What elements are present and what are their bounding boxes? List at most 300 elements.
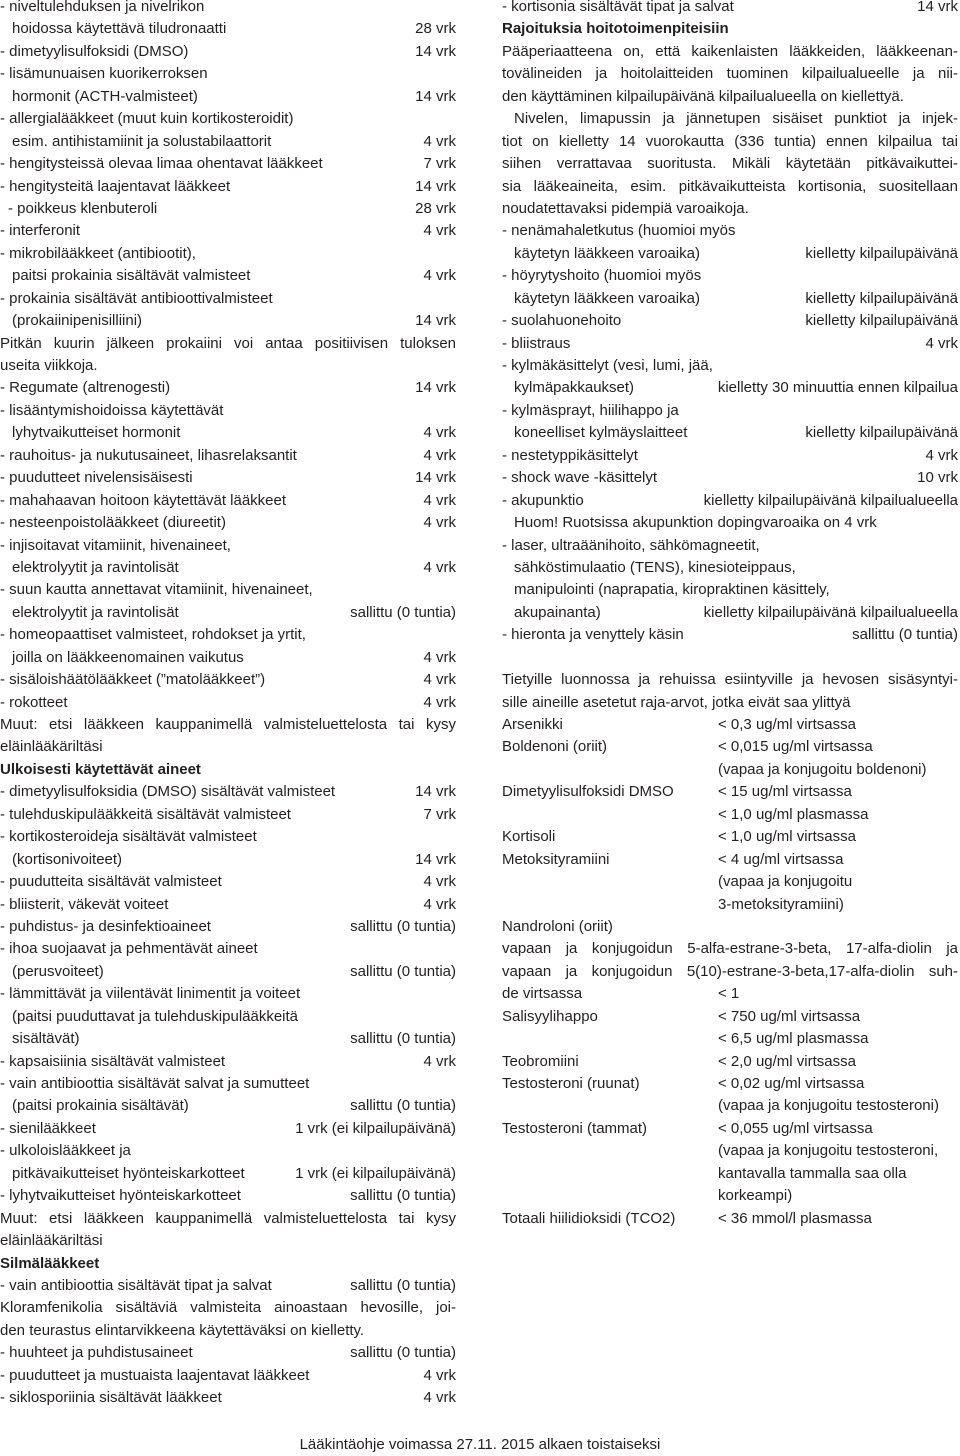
- line-text: - mahahaavan hoitoon käytettävät lääkkeet: [0, 491, 287, 509]
- line-text: - lyhytvaikutteiset hyönteiskarkotteet: [0, 1187, 241, 1205]
- list-item: [0, 0, 456, 18]
- line-text: - kylmäkäsittelyt (vesi, lumi, jää,: [502, 357, 713, 374]
- line-text: Nandroloni (oriit): [502, 917, 613, 935]
- line-text: elektrolyytit ja ravintolisät: [12, 558, 179, 576]
- list-item-continuation: [0, 86, 456, 108]
- paragraph-line: [0, 333, 456, 355]
- period-value: 14 vrk: [415, 312, 456, 330]
- limit-value: < 1: [718, 985, 740, 1003]
- list-item: [0, 108, 456, 130]
- period-value: kielletty kilpailupäivänä: [805, 312, 958, 330]
- line-text: - kortikosteroideja sisältävät valmisteet: [0, 828, 257, 846]
- list-item-continuation: [0, 557, 456, 579]
- line-text: Huom! Ruotsissa akupunktion dopingvaroaika on 4 vrk: [514, 514, 877, 532]
- list-item: [0, 938, 456, 960]
- limit-value: kantavalla tammalla saa olla: [718, 1164, 907, 1182]
- list-item: [502, 0, 958, 18]
- paragraph-line: [502, 131, 958, 153]
- section-heading: [0, 1253, 456, 1275]
- list-item: [0, 512, 456, 534]
- list-item: [0, 1387, 456, 1409]
- limit-value: < 0,015 ug/ml virtsassa: [718, 738, 873, 756]
- list-item: [0, 1342, 456, 1364]
- list-item-continuation: [502, 512, 958, 534]
- period-value: 10 vrk: [917, 469, 958, 487]
- list-item-continuation: [0, 849, 456, 871]
- paragraph-line: [502, 41, 958, 63]
- list-item: [0, 445, 456, 467]
- paragraph-line: [502, 198, 958, 220]
- list-item: [502, 220, 958, 242]
- line-text: vapaan ja konjugoidun 5-alfa-estrane-3-beta, 17-alfa-diolin ja: [502, 940, 958, 958]
- line-text: sähköstimulaatio (TENS), kinesioteippaus,: [514, 558, 796, 576]
- line-text: - höyrytyshoito (huomioi myös: [502, 267, 702, 285]
- line-text: (prokaiinipenisilliini): [12, 312, 143, 330]
- list-item: [0, 624, 456, 646]
- line-text: elektrolyytit ja ravintolisät: [12, 603, 179, 621]
- limit-value: (vapaa ja konjugoitu testosteroni): [718, 1097, 939, 1115]
- list-item: [502, 490, 958, 512]
- line-text: - lisääntymishoidoissa käytettävät: [0, 401, 224, 419]
- period-value: 14 vrk: [415, 783, 456, 801]
- line-text: - prokainia sisältävät antibioottivalmisteet: [0, 289, 273, 307]
- paragraph-line: [0, 714, 456, 736]
- list-item: [502, 467, 958, 489]
- limit-value: < 15 ug/ml virtsassa: [718, 783, 852, 801]
- list-item-continuation: [0, 1028, 456, 1050]
- line-text: käytetyn lääkkeen varoaika): [514, 289, 700, 307]
- line-text: useita viikkoja.: [0, 357, 98, 374]
- line-text: Tietyille luonnossa ja rehuissa esiintyville ja hevosen sisäsyntyi-: [502, 671, 958, 689]
- period-value: 14 vrk: [415, 379, 456, 397]
- substance-label: Salisyylihappo: [502, 1007, 598, 1025]
- paragraph-line: [502, 692, 958, 714]
- period-value: 14 vrk: [415, 87, 456, 105]
- paragraph-line: [502, 938, 958, 960]
- list-item: [0, 1275, 456, 1297]
- line-text: - rauhoitus- ja nukutusaineet, lihasrelaksantit: [0, 446, 297, 464]
- period-value: 1 vrk (ei kilpailupäivänä): [295, 1164, 456, 1182]
- line-text: den teurastus elintarvikkeena käytettäväksi on kielletty.: [0, 1321, 365, 1339]
- list-item: [0, 916, 456, 938]
- list-item: [0, 871, 456, 893]
- period-value: 14 vrk: [415, 469, 456, 487]
- line-text: pitkävaikutteiset hyönteiskarkotteet: [12, 1164, 245, 1182]
- period-value: sallittu (0 tuntia): [350, 1097, 456, 1115]
- paragraph-line: [0, 1297, 456, 1319]
- limit-value: < 4 ug/ml virtsassa: [718, 850, 844, 868]
- list-item: [0, 288, 456, 310]
- empty-label-cell: [502, 759, 718, 781]
- list-item-continuation: [0, 1095, 456, 1117]
- list-item: [0, 1365, 456, 1387]
- line-text: - hengitysteissä olevaa limaa ohentavat lääkkeet: [0, 155, 323, 173]
- paragraph-line: [502, 916, 958, 938]
- list-item: [0, 535, 456, 557]
- line-text: tiot on kielletty 14 vuorokautta (336 tuntia) ennen kilpailua tai: [502, 132, 958, 150]
- list-item-continuation: [502, 557, 958, 579]
- line-text: sisältävät): [12, 1030, 80, 1048]
- line-text: - mikrobilääkkeet (antibiootit),: [0, 244, 196, 262]
- paragraph-line: [502, 153, 958, 175]
- medication-waiting-periods: [0, 0, 456, 1410]
- list-item: [0, 467, 456, 489]
- empty-label-cell: [502, 1028, 718, 1050]
- line-text: Nivelen, limapussin ja jännetupen sisäiset punktiot ja injek-: [514, 110, 958, 128]
- paragraph-line: [502, 63, 958, 85]
- period-value: 4 vrk: [423, 446, 456, 464]
- limit-value: < 0,055 ug/ml virtsassa: [718, 1119, 873, 1137]
- limit-row-continuation: [502, 1095, 958, 1117]
- line-text: Kloramfenikolia sisältäviä valmisteita ainoastaan hevosille, joi-: [0, 1299, 456, 1317]
- list-item: [0, 243, 456, 265]
- line-text: sille aineille asetetut raja-arvot, jotka eivät saa ylittyä: [502, 693, 851, 711]
- limit-row-continuation: [502, 1163, 958, 1185]
- line-text: noudatettavaksi pidempiä varoaikoja.: [502, 199, 749, 217]
- empty-label-cell: [502, 1163, 718, 1185]
- list-item: [0, 153, 456, 175]
- line-text: akupainanta): [514, 603, 601, 621]
- period-value: sallittu (0 tuntia): [350, 1187, 456, 1205]
- limit-row: [502, 849, 958, 871]
- line-text: (paitsi puuduttavat ja tulehduskipulääkkeitä: [12, 1007, 299, 1025]
- list-item-continuation: [0, 961, 456, 983]
- limit-row-continuation: [502, 1140, 958, 1162]
- limit-row: [502, 1051, 958, 1073]
- line-text: - hengitysteitä laajentavat lääkkeet: [0, 177, 231, 195]
- line-text: lyhytvaikutteiset hormonit: [12, 424, 181, 442]
- list-item: [0, 1118, 456, 1140]
- paragraph-line: [0, 1230, 456, 1252]
- period-value: 14 vrk: [917, 0, 958, 15]
- period-value: kielletty kilpailupäivänä kilpailualueella: [703, 491, 958, 509]
- substance-label: Testosteroni (ruunat): [502, 1075, 640, 1092]
- list-item: [502, 333, 958, 355]
- line-text: (kortisonivoiteet): [12, 850, 123, 868]
- list-item: [0, 579, 456, 601]
- line-text: paitsi prokainia sisältävät valmisteet: [12, 267, 251, 285]
- threshold-limits: [502, 669, 958, 1230]
- line-text: eläinlääkäriltäsi: [0, 738, 103, 756]
- list-item-continuation: [0, 310, 456, 332]
- period-value: 4 vrk: [423, 132, 456, 150]
- line-text: - kylmäsprayt, hiilihappo ja: [502, 401, 679, 419]
- list-item-continuation: [502, 377, 958, 399]
- period-value: kielletty 30 minuuttia ennen kilpailua: [717, 379, 958, 397]
- period-value: 4 vrk: [925, 446, 958, 464]
- line-text: den käyttäminen kilpailupäivänä kilpailualueella on kiellettyä.: [502, 87, 904, 105]
- limit-row-continuation: [502, 759, 958, 781]
- period-value: 4 vrk: [423, 514, 456, 532]
- line-text: manipulointi (naprapatia, kiropraktinen käsittely,: [514, 581, 830, 599]
- period-value: 7 vrk: [423, 805, 456, 823]
- line-text: - kapsaisiinia sisältävät valmisteet: [0, 1052, 226, 1070]
- period-value: 4 vrk: [423, 693, 456, 711]
- line-text: - puudutteet nivelensisäisesti: [0, 469, 193, 487]
- paragraph-line: [0, 1208, 456, 1230]
- line-text: vapaan ja konjugoidun 5(10)-estrane-3-beta,17-alfa-diolin suh-: [502, 962, 958, 980]
- line-text: - suolahuonehoito: [502, 312, 622, 330]
- period-value: sallittu (0 tuntia): [852, 626, 958, 644]
- limit-value: < 1,0 ug/ml virtsassa: [718, 828, 856, 846]
- line-text: - injisoitavat vitamiinit, hivenaineet,: [0, 536, 231, 554]
- limit-row: [502, 714, 958, 736]
- line-text: - interferonit: [0, 222, 81, 240]
- empty-label-cell: [502, 1095, 718, 1117]
- empty-label-cell: [502, 804, 718, 826]
- limit-value: (vapaa ja konjugoitu: [718, 873, 853, 891]
- line-text: siihen verrattavaa suoritusta. Mikäli käytetään pitkävaikuttei-: [502, 155, 958, 173]
- line-text: - siklosporiinia sisältävät lääkkeet: [0, 1389, 222, 1407]
- limit-row: [502, 983, 958, 1005]
- period-value: 14 vrk: [415, 177, 456, 195]
- line-text: kylmäpakkaukset): [514, 379, 635, 397]
- substance-label: Metoksityramiini: [502, 850, 610, 868]
- list-item-continuation: [0, 265, 456, 287]
- list-item: [0, 781, 456, 803]
- empty-label-cell: [502, 894, 718, 916]
- section-heading: [0, 759, 456, 781]
- period-value: 4 vrk: [423, 1366, 456, 1384]
- line-text: - rokotteet: [0, 693, 68, 711]
- line-text: - puudutteet ja mustuaista laajentavat lääkkeet: [0, 1366, 310, 1384]
- line-text: - puhdistus- ja desinfektioaineet: [0, 917, 211, 935]
- period-value: 4 vrk: [423, 873, 456, 891]
- heading-text: Silmälääkkeet: [0, 1254, 100, 1272]
- line-text: - dimetyylisulfoksidia (DMSO) sisältävät valmisteet: [0, 783, 336, 801]
- paragraph-line: [502, 669, 958, 691]
- line-text: Pitkän kuurin jälkeen prokaiini voi antaa positiivisen tuloksen: [0, 334, 456, 352]
- line-text: - shock wave -käsittelyt: [502, 469, 658, 487]
- list-subitem: [0, 198, 456, 220]
- footer-note: Lääkintäohje voimassa 27.11. 2015 alkaen toistaiseksi: [299, 1436, 661, 1453]
- paragraph-line: [502, 176, 958, 198]
- line-text: - kortisonia sisältävät tipat ja salvat: [502, 0, 734, 15]
- line-text: - suun kautta annettavat vitamiinit, hivenaineet,: [0, 581, 313, 599]
- line-text: (paitsi prokainia sisältävät): [12, 1097, 189, 1115]
- line-text: Muut: etsi lääkkeen kauppanimellä valmisteluettelosta tai kysy: [0, 716, 456, 733]
- period-value: sallittu (0 tuntia): [350, 603, 456, 621]
- empty-label-cell: [502, 871, 718, 893]
- paragraph-line: [0, 736, 456, 758]
- list-item: [0, 63, 456, 85]
- period-value: 4 vrk: [423, 1389, 456, 1407]
- paragraph-line: [502, 961, 958, 983]
- period-value: 14 vrk: [415, 42, 456, 60]
- line-text: - sienilääkkeet: [0, 1119, 96, 1137]
- list-item: [502, 310, 958, 332]
- list-item: [0, 804, 456, 826]
- period-value: 4 vrk: [423, 648, 456, 666]
- line-text: (perusvoiteet): [12, 962, 104, 980]
- line-text: - vain antibioottia sisältävät salvat ja sumutteet: [0, 1075, 310, 1092]
- period-value: 7 vrk: [423, 155, 456, 173]
- treatment-restrictions: [502, 0, 958, 647]
- line-text: koneelliset kylmäyslaitteet: [514, 424, 688, 442]
- limit-row-continuation: [502, 1028, 958, 1050]
- line-text: joilla on lääkkeenomainen vaikutus: [12, 648, 244, 666]
- period-value: 4 vrk: [423, 895, 456, 913]
- line-text: eläinlääkäriltäsi: [0, 1232, 103, 1250]
- substance-label: Testosteroni (tammat): [502, 1119, 648, 1137]
- list-item-continuation: [0, 1006, 456, 1028]
- period-value: 4 vrk: [423, 267, 456, 285]
- period-value: 14 vrk: [415, 850, 456, 868]
- list-item: [502, 265, 958, 287]
- period-value: 1 vrk (ei kilpailupäivänä): [295, 1119, 456, 1137]
- line-text: - ihoa suojaavat ja pehmentävät aineet: [0, 940, 258, 958]
- line-text: - tulehduskipulääkkeitä sisältävät valmisteet: [0, 805, 291, 823]
- line-text: tovälineiden ja hoitolaitteiden tuominen kilpailualueelle ja nii-: [502, 65, 958, 83]
- period-value: 28 vrk: [415, 199, 456, 217]
- line-text: - nesteenpoistolääkkeet (diureetit): [0, 514, 226, 532]
- limit-value: < 1,0 ug/ml plasmassa: [718, 805, 869, 823]
- list-item: [0, 983, 456, 1005]
- limit-row: [502, 781, 958, 803]
- period-value: sallittu (0 tuntia): [350, 962, 456, 980]
- list-item: [0, 1051, 456, 1073]
- line-text: - bliisterit, väkevät voiteet: [0, 895, 169, 913]
- list-item-continuation: [0, 602, 456, 624]
- substance-label: de virtsassa: [502, 985, 583, 1003]
- limit-value: korkeampi): [718, 1187, 793, 1205]
- list-item-continuation: [502, 579, 958, 601]
- list-item: [0, 490, 456, 512]
- line-text: - nenämahaletkutus (huomioi myös: [502, 222, 736, 240]
- list-item: [502, 355, 958, 377]
- left-column: [0, 0, 456, 1410]
- list-item: [0, 400, 456, 422]
- limit-value: < 0,3 ug/ml virtsassa: [718, 716, 856, 733]
- list-item-continuation: [0, 1163, 456, 1185]
- heading-text: Rajoituksia hoitotoimenpiteisiin: [502, 20, 729, 38]
- list-item-continuation: [0, 422, 456, 444]
- substance-label: Teobromiini: [502, 1052, 579, 1070]
- limit-value: (vapaa ja konjugoitu testosteroni,: [718, 1142, 939, 1160]
- line-text: - huuhteet ja puhdistusaineet: [0, 1344, 193, 1362]
- list-item: [0, 1073, 456, 1095]
- line-text: hormonit (ACTH-valmisteet): [12, 87, 198, 105]
- paragraph-line: [502, 108, 958, 130]
- line-text: - homeopaattiset valmisteet, rohdokset ja yrtit,: [0, 626, 306, 644]
- limit-value: (vapaa ja konjugoitu boldenoni): [718, 760, 927, 778]
- period-value: 4 vrk: [423, 424, 456, 442]
- heading-text: Ulkoisesti käytettävät aineet: [0, 760, 201, 778]
- list-item: [0, 220, 456, 242]
- line-text: - akupunktio: [502, 491, 584, 509]
- limit-row-continuation: [502, 804, 958, 826]
- limit-row: [502, 1073, 958, 1095]
- substance-label: Arsenikki: [502, 716, 563, 733]
- right-column: [502, 0, 958, 1230]
- line-text: - vain antibioottia sisältävät tipat ja salvat: [0, 1276, 272, 1294]
- limit-row-continuation: [502, 1185, 958, 1207]
- limit-row: [502, 1118, 958, 1140]
- paragraph-line: [0, 355, 456, 377]
- limit-row: [502, 1006, 958, 1028]
- line-text: - poikkeus klenbuteroli: [8, 199, 158, 217]
- period-value: 28 vrk: [415, 20, 456, 38]
- limit-row: [502, 826, 958, 848]
- line-text: - lämmittävät ja viilentävät linimentit ja voiteet: [0, 985, 301, 1003]
- period-value: 4 vrk: [925, 334, 958, 352]
- list-item-continuation: [502, 288, 958, 310]
- list-item: [0, 41, 456, 63]
- limit-value: < 750 ug/ml virtsassa: [718, 1007, 861, 1025]
- line-text: - bliistraus: [502, 334, 571, 352]
- list-item: [0, 1140, 456, 1162]
- list-item: [0, 669, 456, 691]
- list-item: [0, 176, 456, 198]
- period-value: 4 vrk: [423, 671, 456, 689]
- substance-label: Boldenoni (oriit): [502, 738, 608, 756]
- line-text: - hieronta ja venyttely käsin: [502, 626, 684, 644]
- list-item-continuation: [502, 422, 958, 444]
- line-text: - puudutteita sisältävät valmisteet: [0, 873, 222, 891]
- list-item: [502, 400, 958, 422]
- line-text: - ulkoloislääkkeet ja: [0, 1142, 131, 1160]
- line-text: - allergialääkkeet (muut kuin kortikosteroidit): [0, 110, 294, 128]
- period-value: sallittu (0 tuntia): [350, 1344, 456, 1362]
- list-item-continuation: [0, 131, 456, 153]
- line-text: - sisäloishäätölääkkeet (”matolääkkeet”): [0, 671, 266, 689]
- period-value: kielletty kilpailupäivänä: [805, 289, 958, 307]
- limit-value: < 0,02 ug/ml virtsassa: [718, 1075, 865, 1092]
- list-item: [0, 1185, 456, 1207]
- line-text: - lisämunuaisen kuorikerroksen: [0, 65, 208, 83]
- limit-value: < 6,5 ug/ml plasmassa: [718, 1030, 869, 1048]
- list-item: [502, 535, 958, 557]
- period-value: 4 vrk: [423, 558, 456, 576]
- limit-row: [502, 736, 958, 758]
- period-value: 4 vrk: [423, 491, 456, 509]
- list-item: [0, 826, 456, 848]
- limit-value: < 36 mmol/l plasmassa: [718, 1209, 872, 1227]
- line-text: - dimetyylisulfoksidi (DMSO): [0, 42, 189, 60]
- limit-row: [502, 1208, 958, 1230]
- list-item: [0, 692, 456, 714]
- line-text: Pääperiaatteena on, että kaikenlaisten lääkkeiden, lääkkeenan-: [502, 42, 958, 60]
- period-value: sallittu (0 tuntia): [350, 1030, 456, 1048]
- substance-label: Dimetyylisulfoksidi DMSO: [502, 783, 674, 801]
- line-text: käytetyn lääkkeen varoaika): [514, 244, 700, 262]
- empty-label-cell: [502, 1140, 718, 1162]
- substance-label: Kortisoli: [502, 828, 556, 846]
- paragraph-line: [502, 86, 958, 108]
- period-value: sallittu (0 tuntia): [350, 1276, 456, 1294]
- period-value: 4 vrk: [423, 222, 456, 240]
- line-text: hoidossa käytettävä tiludronaatti: [12, 20, 227, 38]
- line-text: - laser, ultraäänihoito, sähkömagneetit,: [502, 536, 760, 554]
- section-heading: [502, 18, 958, 40]
- period-value: kielletty kilpailupäivänä: [805, 424, 958, 442]
- list-item-continuation: [0, 647, 456, 669]
- period-value: kielletty kilpailupäivänä kilpailualueella: [703, 603, 958, 621]
- list-item-continuation: [502, 602, 958, 624]
- limit-row-continuation: [502, 894, 958, 916]
- period-value: kielletty kilpailupäivänä: [805, 244, 958, 262]
- period-value: 4 vrk: [423, 1052, 456, 1070]
- empty-label-cell: [502, 1185, 718, 1207]
- limit-row-continuation: [502, 871, 958, 893]
- line-text: - niveltulehduksen ja nivelrikon: [0, 0, 205, 15]
- list-item: [0, 377, 456, 399]
- line-text: esim. antihistamiinit ja solustabilaattorit: [12, 132, 272, 150]
- limit-value: 3-metoksityramiini): [718, 895, 844, 913]
- list-item: [502, 445, 958, 467]
- line-text: - Regumate (altrenogesti): [0, 379, 171, 397]
- line-text: Muut: etsi lääkkeen kauppanimellä valmisteluettelosta tai kysy: [0, 1209, 456, 1227]
